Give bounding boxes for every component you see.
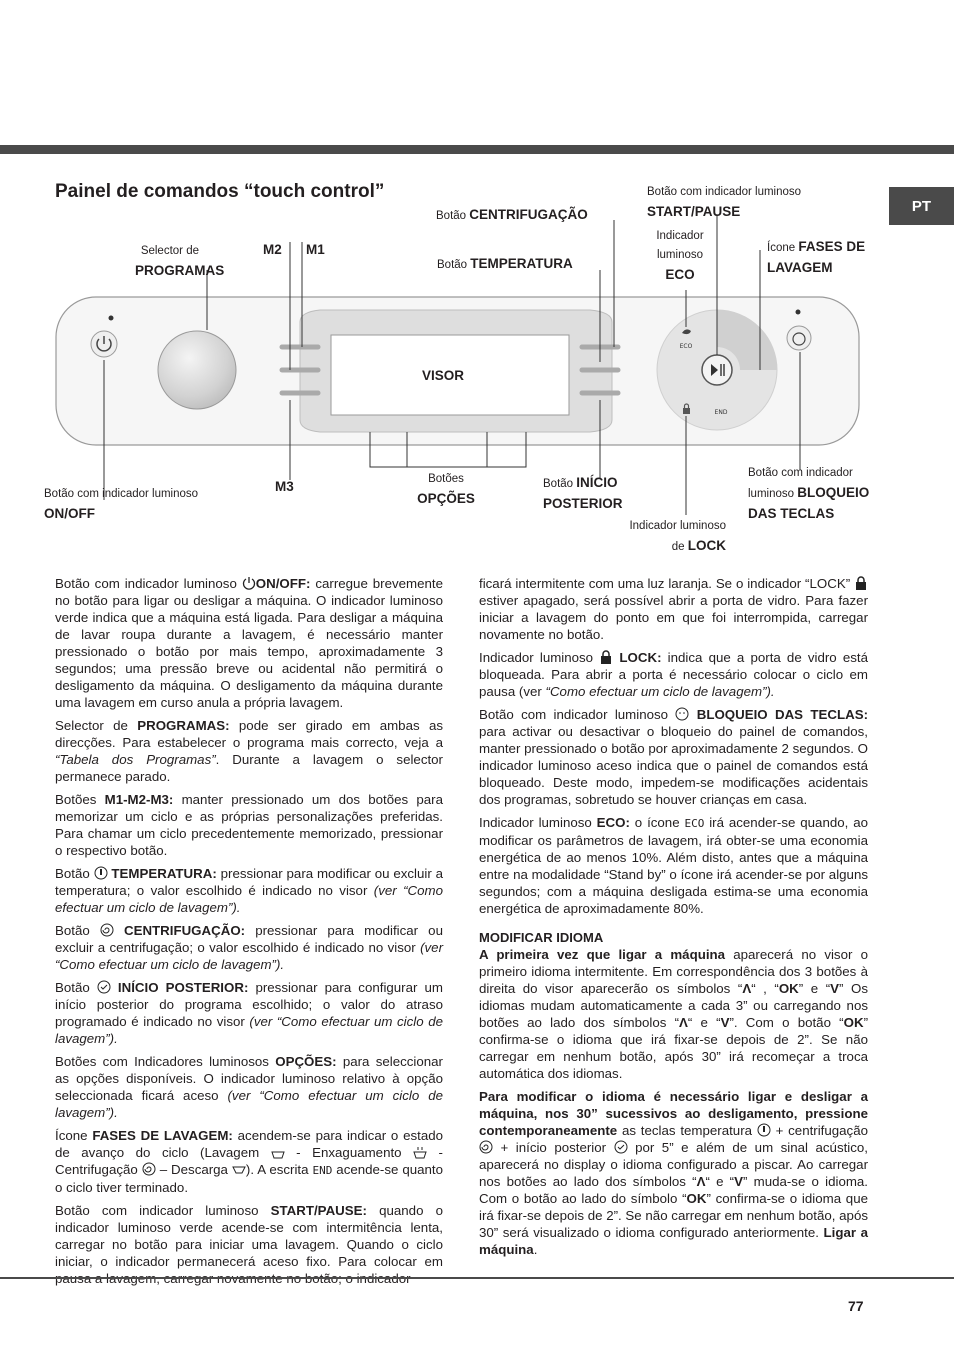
callout-eco: Indicador luminoso ECO xyxy=(656,230,704,282)
para-fases: Ícone FASES DE LAVAGEM: acendem-se para indicar o estado de avanço do ciclo (Lavagem - Enxaguamento - Centrifugação – Descarga ). A escrita END acende-se quanto o ciclo tiver terminado. xyxy=(55,1128,444,1195)
lock-icon xyxy=(599,650,613,664)
para-lock: Indicador luminoso LOCK: indica que a porta de vidro está bloqueada. Para abrir a porta é necessário colocar o ciclo em pausa (ver “Como efectuar um ciclo de lavagem”). xyxy=(479,650,868,699)
callout-m3: M3 xyxy=(275,479,294,494)
para-idioma-1: A primeira vez que ligar a máquina aparecerá no visor o primeiro idioma intermitente. Em correspondência dos 3 botões à direita do visor aparecerão os símbolos “Λ“ , “OK” e “V” Os idiomas mudam automaticamente a cada 3” ou carregando nos botões ao lado dos símbolos “Λ“ e “V”. Com o botão “OK” confirma-se o idioma que irá fixar-se depois de 2”. Se não carregar em nenhum botão, após 30” irá recomeçar a troca automática dos idiomas. xyxy=(479,947,869,1081)
para-temperatura: Botão TEMPERATURA: pressionar para modificar ou excluir a temperatura; o valor escolhido é indicado no visor (ver “Como efectuar um ciclo de lavagem”). xyxy=(55,866,443,915)
callout-visor: VISOR xyxy=(422,368,465,383)
panel-eco-text: ECO xyxy=(679,343,693,350)
para-programas: Selector de PROGRAMAS: pode ser girado em ambas as direcções. Para estabelecer o programa mais correcto, veja a “Tabela dos Programas”. Durante a lavagem o selector permanece parado. xyxy=(55,718,443,784)
para-idioma-2: Para modificar o idioma é necessário ligar e desligar a máquina, nos 30” sucessivos ao desligamento, pressione contemporaneamente as teclas temperatura + centrifugação + início posterior por 5” e além de um sinal acústico, aparecerá no display o idioma configurado a piscar. Ao carregar nos botões ao lado dos símbolos “Λ“ e “V” muda-se o idioma. Com o botão ao lado do símbolo “OK” confirma-se o idioma que irá fixar-se depois de 2”. Se não carregar em nenhum botão, após 30” será visualizado o idioma configurado anteriormente. Ligar a máquina. xyxy=(479,1089,869,1257)
right-column xyxy=(479,575,868,1264)
panel-end-text: END xyxy=(714,409,728,416)
para-centrifugacao: Botão CENTRIFUGAÇÃO: pressionar para modificar ou excluir a centrifugação; o valor escolhido é indicado no visor (ver “Como efectuar um ciclo de lavagem”). xyxy=(55,923,443,972)
delay-timer-icon xyxy=(97,980,111,994)
callout-lock: Indicador luminoso de LOCK xyxy=(629,520,726,553)
bottom-rule xyxy=(0,1277,954,1279)
end-text: END xyxy=(312,1164,333,1177)
thermometer-icon xyxy=(94,866,108,880)
program-selector-knob xyxy=(158,331,236,409)
callout-start-pause: Botão com indicador luminoso START/PAUSE xyxy=(647,186,802,219)
callout-m2: M2 xyxy=(263,242,282,257)
eco-text: ECO xyxy=(684,817,705,830)
callout-centrifugacao: Botão CENTRIFUGAÇÃO xyxy=(436,207,588,222)
lock-icon xyxy=(683,408,690,414)
thermometer-icon xyxy=(757,1123,771,1137)
page-number: 77 xyxy=(848,1298,864,1314)
para-bloqueio: Botão com indicador luminoso BLOQUEIO DAS TECLAS: para activar ou desactivar o bloqueio do painel de comandos, manter pressionado o botão por aproximadamente 2 segundos. O indicador luminoso aceso indica que o painel de comandos está bloqueado. Deste modo, impedem-se modificações acidentais dos programas, sobretudo se houver crianças em casa. xyxy=(479,707,868,807)
spin-icon xyxy=(479,1140,493,1154)
lock-icon xyxy=(854,576,868,590)
language-tab: PT xyxy=(889,187,954,225)
left-column xyxy=(55,575,443,1293)
callout-temperatura: Botão TEMPERATURA xyxy=(437,256,573,271)
para-eco: Indicador luminoso ECO: o ícone ECO irá acender-se quando, ao modificar os parâmetros de lavagem, irá obter-se uma economia energética de ao menos 10%. Além disto, antes que a máquina entre na modalidade “Stand by” o ícone irá acender-se por alguns segundos; com a máquina desligada estima-se uma economia energética de aproximadamente 80%. xyxy=(479,815,868,916)
callout-fases: Ícone FASES DE LAVAGEM xyxy=(767,239,866,275)
spin-icon xyxy=(100,923,114,937)
drain-icon xyxy=(232,1162,246,1176)
page-title: Painel de comandos “touch control” xyxy=(55,181,385,202)
delay-timer-icon xyxy=(614,1140,628,1154)
para-memory: Botões M1-M2-M3: manter pressionado um dos botões para memorizar um ciclo e as próprias personalizações preferidas. Para chamar um ciclo precedentemente memorizado, pressionar o respectivo botão. xyxy=(55,792,443,858)
callout-opcoes: Botões OPÇÕES xyxy=(417,473,475,506)
callout-inicio-posterior: Botão INÍCIO POSTERIOR xyxy=(543,475,623,511)
power-icon xyxy=(242,576,256,590)
para-inicio-posterior: Botão INÍCIO POSTERIOR: pressionar para configurar um início posterior do programa escolhido; o valor do atraso programado é indicado no visor (ver “Como efectuar um ciclo de lavagem”). xyxy=(55,980,443,1046)
para-start-pause-cont: ficará intermitente com uma luz laranja. Se o indicador “LOCK” estiver apagado, será possível abrir a porta de vidro. Para fazer iniciar a lavagem do ponto em que foi interrompida, carregar novamente no botão. xyxy=(479,576,868,642)
para-on-off: Botão com indicador luminoso ON/OFF: carregue brevemente no botão para ligar ou desligar a máquina. O indicador luminoso verde indica que a máquina está ligada. Para desligar a máquina de lavar roupa durante a lavagem, é necessário manter pressionado o botão por mais tempo, aproximadamente 3 segundos; uma pressão breve ou acidental não permitirá o desligamento da máquina. O desligamento da máquina durante uma lavagem em curso anula a própria lavagem. xyxy=(55,576,443,710)
callout-programas: Selector de PROGRAMAS xyxy=(135,245,225,278)
callout-on-off: Botão com indicador luminoso ON/OFF xyxy=(44,488,199,521)
heading-modificar-idioma: MODIFICAR IDIOMA xyxy=(479,930,604,945)
wash-icon xyxy=(271,1145,285,1159)
callout-bloqueio: Botão com indicador luminoso BLOQUEIO DAS TECLAS xyxy=(748,467,870,521)
key-lock-button xyxy=(787,326,811,350)
spin-icon xyxy=(142,1162,156,1176)
rinse-icon xyxy=(413,1145,427,1159)
callout-m1: M1 xyxy=(306,242,325,257)
para-opcoes: Botões com Indicadores luminosos OPÇÕES: para seleccionar as opções disponíveis. O indicador luminoso relativo à opção seleccionada ficará aceso (ver “Como efectuar um ciclo de lavagem”). xyxy=(55,1054,443,1120)
child-face-icon xyxy=(675,707,689,721)
para-start-pause: Botão com indicador luminoso START/PAUSE: quando o indicador luminoso verde acende-se com intermitência lenta, carregar no botão para iniciar uma lavagem. Quando o ciclo iniciar, o indicador permanecerá aceso fixo. Para colocar em xyxy=(55,1203,444,1269)
